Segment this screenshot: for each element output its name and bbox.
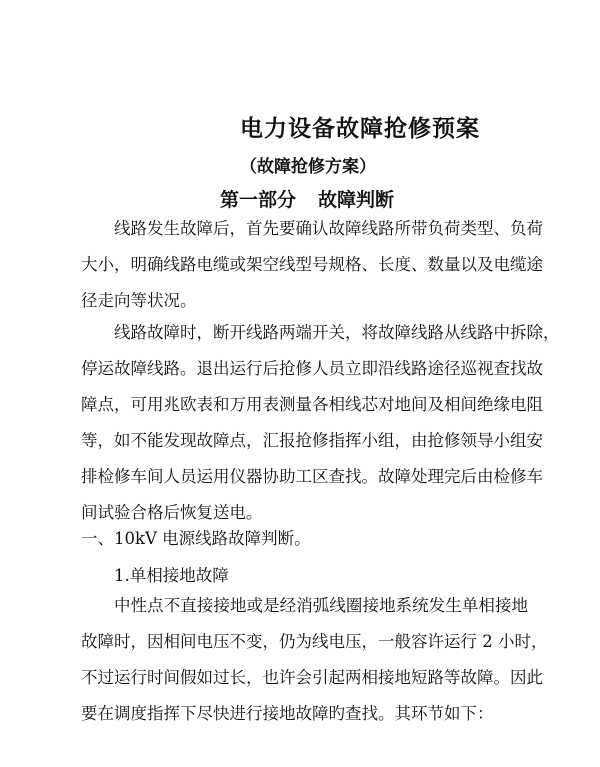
paragraph-line: 径走向等状况。 (81, 291, 197, 310)
paragraph-intro (81, 211, 543, 319)
part-number: 第一部分 (220, 189, 297, 211)
document-subtitle: （故障抢修方案） (240, 157, 376, 177)
paragraph-line: 大小，明确线路电缆或架空线型号规格、长度、数量以及电缆途 (81, 255, 543, 274)
paragraph-line: 线路发生故障后，首先要确认故障线路所带负荷类型、负荷 (114, 219, 543, 238)
paragraph-line: 要在调度指挥下尽快进行接地故障旳查找。其环节如下： (81, 704, 494, 723)
paragraph-fault-handling (81, 315, 560, 531)
document-title: 电力设备故障抢修预案 (240, 115, 480, 142)
paragraph-line: 停运故障线路。退出运行后抢修人员立即沿线路途径巡视查找故 (81, 359, 543, 378)
paragraph-single-phase-ground (81, 588, 548, 732)
paragraph-line: 中性点不直接接地或是经消弧线圈接地系统发生单相接地 (114, 596, 528, 615)
paragraph-line: 排检修车间人员运用仪器协助工区查找。故障处理完后由检修车 (81, 467, 543, 486)
paragraph-line: 间试验合格后恢复送电。 (81, 503, 263, 522)
part-heading (220, 185, 394, 212)
paragraph-line: 等，如不能发现故障点，汇报抢修指挥小组，由抢修领导小组安 (81, 431, 543, 450)
part-title: 故障判断 (318, 189, 395, 211)
paragraph-line: 线路故障时，断开线路两端开关，将故障线路从线路中拆除， (114, 323, 560, 342)
paragraph-line: 障点，可用兆欧表和万用表测量各相线芯对地间及相间绝缘电阻 (81, 395, 543, 414)
section-heading: 一、10kV 电源线路故障判断。 (81, 529, 311, 548)
paragraph-line: 不过运行时间假如过长，也许会引起两相接地短路等故障。因此 (81, 668, 543, 687)
subsection-heading: 1.单相接地故障 (114, 566, 229, 585)
paragraph-line: 故障时，因相间电压不变，仍为线电压，一般容许运行 2 小时， (81, 632, 548, 651)
